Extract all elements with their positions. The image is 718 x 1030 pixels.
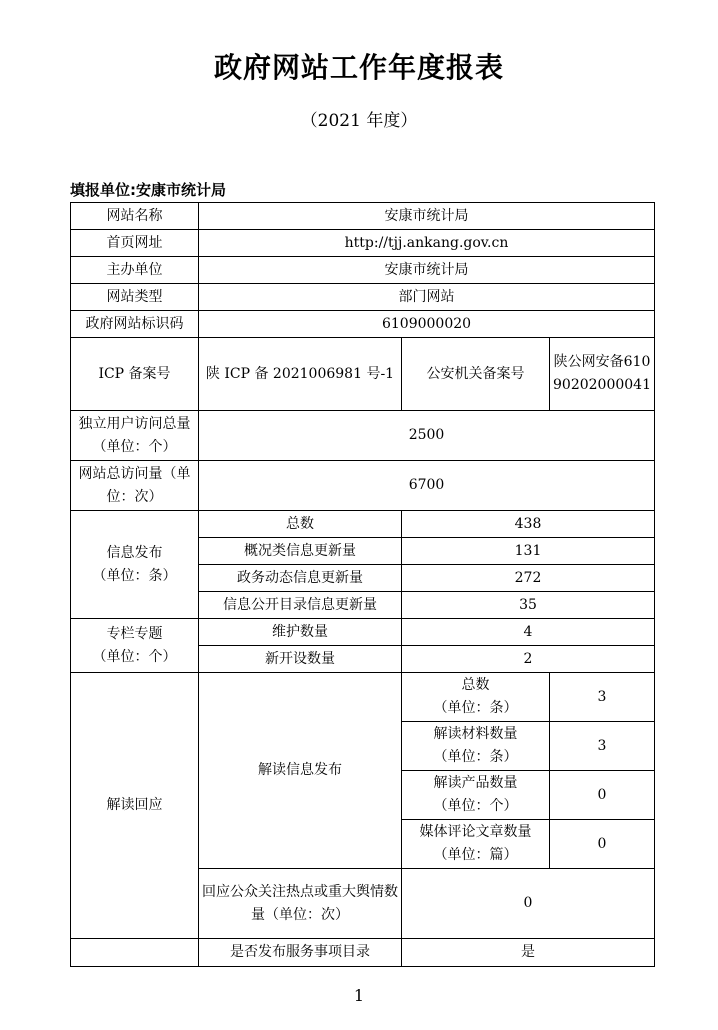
icp-value: 陕 ICP 备 2021006981 号-1 [199, 338, 402, 411]
reporting-unit: 填报单位:安康市统计局 [70, 181, 226, 199]
police-label: 公安机关备案号 [402, 338, 550, 411]
report-table [70, 202, 655, 967]
interpret-item-label-line1: 媒体评论文章数量 [419, 824, 532, 840]
column-label-line2: （单位：个） [92, 648, 177, 665]
table-row [71, 338, 655, 411]
table-row [71, 203, 655, 230]
report-year: （2021 年度） [300, 111, 418, 131]
info-item-value: 272 [402, 565, 655, 592]
page-number: 1 [353, 986, 365, 1005]
interpret-item-label-line2: （单位：篇） [433, 847, 518, 863]
info-item-label: 概况类信息更新量 [199, 538, 402, 565]
interpret-item-label-line1: 总数 [461, 677, 490, 693]
column-label-line1: 专栏专题 [106, 625, 163, 642]
table-row [71, 411, 655, 461]
interpret-label: 解读回应 [71, 673, 199, 939]
uv-value: 2500 [199, 411, 655, 461]
interpret-item-value: 0 [550, 771, 655, 820]
service-blank-cell [71, 939, 199, 967]
column-item-value: 4 [402, 619, 655, 646]
interpret-item-label-line2: （单位：个） [433, 798, 518, 814]
table-row [71, 673, 655, 722]
info-item-value: 35 [402, 592, 655, 619]
police-value: 陕公网安备61090202000041 [550, 338, 655, 411]
page-title: 政府网站工作年度报表 [213, 51, 504, 84]
site-type-value: 部门网站 [199, 284, 655, 311]
info-publish-label [71, 511, 199, 619]
site-name-label: 网站名称 [71, 203, 199, 230]
response-value: 0 [402, 869, 655, 939]
info-publish-label-line2: （单位：条） [92, 567, 177, 584]
home-url-label: 首页网址 [71, 230, 199, 257]
interpret-item-label [402, 820, 550, 869]
table-row [71, 511, 655, 538]
table-row [71, 257, 655, 284]
host-label: 主办单位 [71, 257, 199, 284]
service-label: 是否发布服务事项目录 [199, 939, 402, 967]
column-item-label: 维护数量 [199, 619, 402, 646]
table-row [71, 311, 655, 338]
interpret-item-label [402, 673, 550, 722]
pv-label: 网站总访问量（单位：次） [71, 461, 199, 511]
table-row [71, 939, 655, 967]
interpret-item-label [402, 722, 550, 771]
info-item-label: 总数 [199, 511, 402, 538]
info-item-value: 131 [402, 538, 655, 565]
interpret-item-label-line2: （单位：条） [433, 700, 518, 716]
info-publish-label-line1: 信息发布 [106, 544, 163, 561]
interpret-item-value: 3 [550, 722, 655, 771]
site-name-value: 安康市统计局 [199, 203, 655, 230]
interpret-item-label-line2: （单位：条） [433, 749, 518, 765]
interpret-item-label-line1: 解读材料数量 [433, 726, 518, 742]
info-item-label: 信息公开目录信息更新量 [199, 592, 402, 619]
home-url-value: http://tjj.ankang.gov.cn [199, 230, 655, 257]
info-item-label: 政务动态信息更新量 [199, 565, 402, 592]
response-label: 回应公众关注热点或重大舆情数量（单位：次） [199, 869, 402, 939]
host-value: 安康市统计局 [199, 257, 655, 284]
table-row [71, 461, 655, 511]
interpret-item-value: 0 [550, 820, 655, 869]
column-item-value: 2 [402, 646, 655, 673]
interpret-item-label-line1: 解读产品数量 [433, 775, 518, 791]
interpret-item-value: 3 [550, 673, 655, 722]
column-item-label: 新开设数量 [199, 646, 402, 673]
table-row [71, 284, 655, 311]
interpret-item-label [402, 771, 550, 820]
icp-label: ICP 备案号 [71, 338, 199, 411]
info-item-value: 438 [402, 511, 655, 538]
service-value: 是 [402, 939, 655, 967]
site-type-label: 网站类型 [71, 284, 199, 311]
uv-label: 独立用户访问总量（单位：个） [71, 411, 199, 461]
gov-id-value: 6109000020 [199, 311, 655, 338]
pv-value: 6700 [199, 461, 655, 511]
gov-id-label: 政府网站标识码 [71, 311, 199, 338]
table-row [71, 230, 655, 257]
table-row [71, 619, 655, 646]
column-label [71, 619, 199, 673]
interpret-sub-label: 解读信息发布 [199, 673, 402, 869]
